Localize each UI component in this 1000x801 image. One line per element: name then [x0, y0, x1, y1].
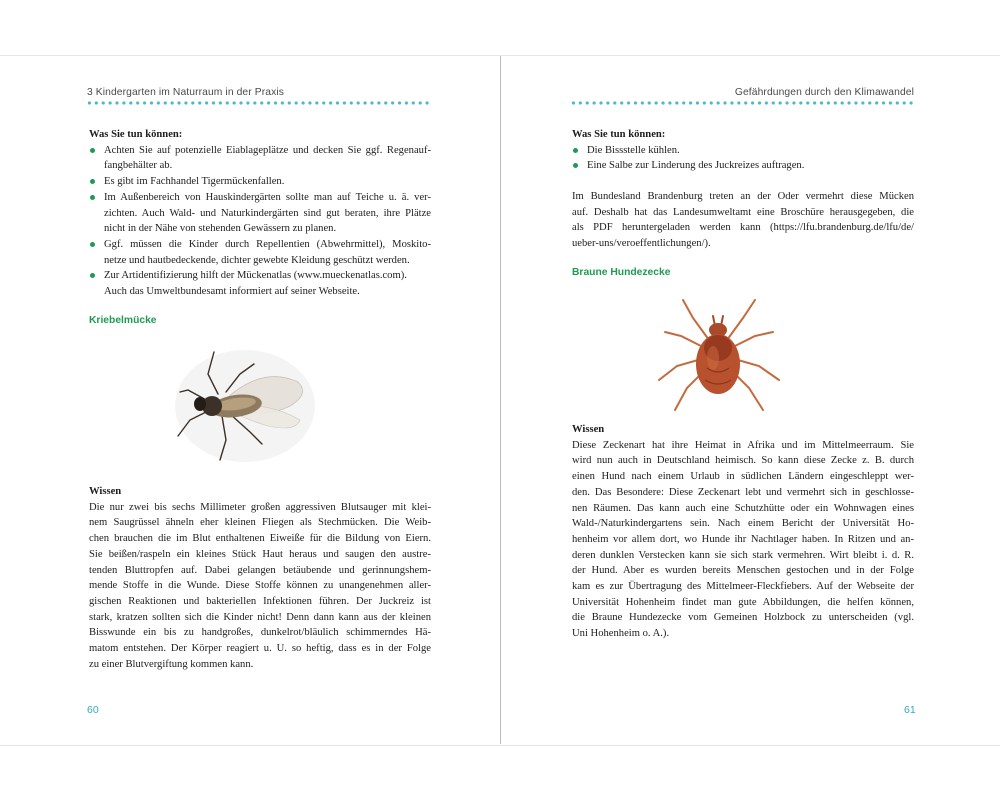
bullet-line: zichten. Auch Wald- und Naturkindergärten sind gut beraten, ihre Plätze [104, 207, 431, 219]
bullet-item [89, 237, 431, 268]
bullet-dot-icon [573, 148, 578, 153]
text-line: gischen Reaktionen und bakteriellen Infektionen führen. Der Juckreiz ist [89, 595, 431, 607]
bullet-line: Die Bissstelle kühlen. [572, 143, 914, 159]
bullet-line: Auch das Umweltbundesamt informiert auf seiner Webseite. [104, 286, 360, 298]
text-line: tenden Bluttropfen auf. Dabei gelangen betäubende und gerinnungshem- [89, 564, 431, 576]
bullet-line: fangbehälter ab. [104, 160, 173, 172]
right-paragraph [572, 189, 914, 252]
bullet-line: Es gibt im Fachhandel Tigermückenfallen. [89, 174, 431, 190]
text-line: Diese Zeckenart hat ihre Heimat in Afrika und im Mittelmeerraum. Sie [572, 439, 914, 451]
what-heading-right: Was Sie tun können: [572, 129, 666, 140]
text-line: ueber-uns/veroeffentlichungen/). [572, 238, 711, 250]
right-wissen-block [572, 422, 914, 642]
section-title-kriebelmuecke: Kriebelmücke [89, 315, 157, 326]
wissen-heading-left: Wissen [89, 486, 122, 497]
text-line: deren dunklen Verstecken kann sie sich stark vermehren. Wirt bleibt i. d. R. [572, 549, 914, 561]
bullet-line: Zur Artidentifizierung hilft der Mückenatlas (www.mueckenatlas.com). [89, 268, 431, 284]
text-line: Im Bundesland Brandenburg treten an der Oder vermehrt diese Mücken [572, 191, 914, 202]
brown-dog-tick-illustration [651, 296, 786, 414]
bullet-dot-icon [90, 273, 95, 278]
text-line: wird nun auch in Deutschland heimisch. So kann diese Zecke z. B. durch [572, 455, 914, 467]
bullet-line: nicht in der Nähe von stehenden Gewässern zu planen. [104, 223, 337, 235]
bullet-line: Achten Sie auf potenzielle Eiablageplätze und decken Sie ggf. Regenauf- [89, 143, 431, 159]
bullet-dot-icon [90, 195, 95, 200]
bullet-line: Im Außenbereich von Hauskindergärten sollte man auf Teiche u. ä. ver- [89, 190, 431, 206]
viewer-bottom-margin [0, 745, 1000, 801]
bullet-item [89, 174, 431, 190]
text-line: Sie beißen/raspeln ein kleines Stück Haut heraus und saugen den austre- [89, 548, 431, 560]
right-page [501, 56, 1000, 744]
text-line: kam es zur Übertragung des Mittelmeer-Fleckfiebers. Auf der Webseite der [572, 581, 914, 593]
wissen-heading-right: Wissen [572, 424, 605, 435]
page-number-left: 60 [87, 704, 99, 716]
bullet-line: Eine Salbe zur Linderung des Juckreizes auftragen. [572, 158, 914, 174]
blackfly-illustration [170, 346, 320, 466]
text-line: Bisswunde ein bis zu handgroßes, dunkelrot/bläulich schimmerndes Hä- [89, 627, 431, 639]
text-line: auf. Deshalb hat das Landesumweltamt eine Broschüre herausgegeben, die [572, 206, 914, 218]
text-line: matom entstehen. Der Körper reagiert u. U. so heftig, dass es in der Folge [89, 643, 431, 655]
text-line: stark, kratzen sollten sich die Kinder nicht! Denn dann kann aus der kleinen [89, 611, 431, 623]
bullet-item [572, 158, 914, 174]
bullet-item [89, 268, 431, 299]
bullet-item [572, 143, 914, 159]
text-line: nen Räumen. Das kann auch eine Schutzhütte oder ein Wohnwagen eines [572, 502, 914, 514]
text-line: zu einer Blutvergiftung kommen kann. [89, 658, 254, 670]
text-line: Wald-/Naturkindergartens sein. Nach einem Bericht der Universität Ho- [572, 518, 914, 530]
text-line: nem Saugrüssel ähneln eher kleinen Fliegen als Stechmücken. Die Weib- [89, 517, 431, 529]
page-number-right: 61 [904, 704, 916, 716]
text-line: als PDF heruntergeladen werden kann (https://lfu.brandenburg.de/lfu/de/ [572, 222, 914, 234]
text-line: Uni Hohenheim o. A.). [572, 628, 670, 640]
bullet-dot-icon [90, 242, 95, 247]
text-line: mende Stoffe in die Wunde. Diese Stoffe können zu unangenehmen aller- [89, 580, 431, 592]
left-what-block [89, 127, 431, 300]
right-what-block [572, 127, 914, 174]
bullet-line: netze und hautbedeckende, dichter gewebte Kleidung geschützt werden. [104, 254, 410, 266]
bullet-dot-icon [90, 179, 95, 184]
viewer-top-margin [0, 0, 1000, 56]
bullet-item [89, 190, 431, 237]
bullet-line: Ggf. müssen die Kinder durch Repellentien (Abwehrmittel), Moskito- [89, 237, 431, 253]
text-line: henheim vor allem dort, wo Hunde ihr Nachtlager haben. In Ritzen und an- [572, 533, 914, 545]
text-line: der Hund. Aber es wurden bereits Menschen gestochen und in der Folge [572, 565, 914, 577]
running-head-left: 3 Kindergarten im Naturraum in der Praxis [87, 87, 284, 98]
bullet-dot-icon [90, 148, 95, 153]
bullet-item [89, 143, 431, 174]
text-line: chen brauchen die im Blut enthaltenen Eiweiße für die Bildung von Eiern. [89, 533, 431, 545]
left-wissen-block [89, 484, 431, 672]
running-head-right: Gefährdungen durch den Klimawandel [734, 87, 914, 98]
section-title-braune-hundezecke: Braune Hundezecke [572, 267, 671, 278]
text-line: Universität Hohenheim findet man gute Abbildungen, die helfen können, [572, 596, 914, 608]
left-page [0, 56, 500, 744]
dotted-rule-left [86, 101, 431, 105]
what-heading-left: Was Sie tun können: [89, 129, 183, 140]
text-line: den. Das Besondere: Diese Zeckenart lebt und vermehrt sich in geschlosse- [572, 486, 914, 498]
text-line: einen Hund nach einem Urlaub in südlichen Ländern eingeschleppt wer- [572, 471, 914, 483]
text-line: die Braune Hundezecke vom Gemeinen Holzbock zu unterscheiden (vgl. [572, 612, 914, 624]
dotted-rule-right [570, 101, 916, 105]
bullet-dot-icon [573, 163, 578, 168]
text-line: Die nur zwei bis sechs Millimeter großen aggressiven Blutsauger mit klei- [89, 501, 431, 513]
